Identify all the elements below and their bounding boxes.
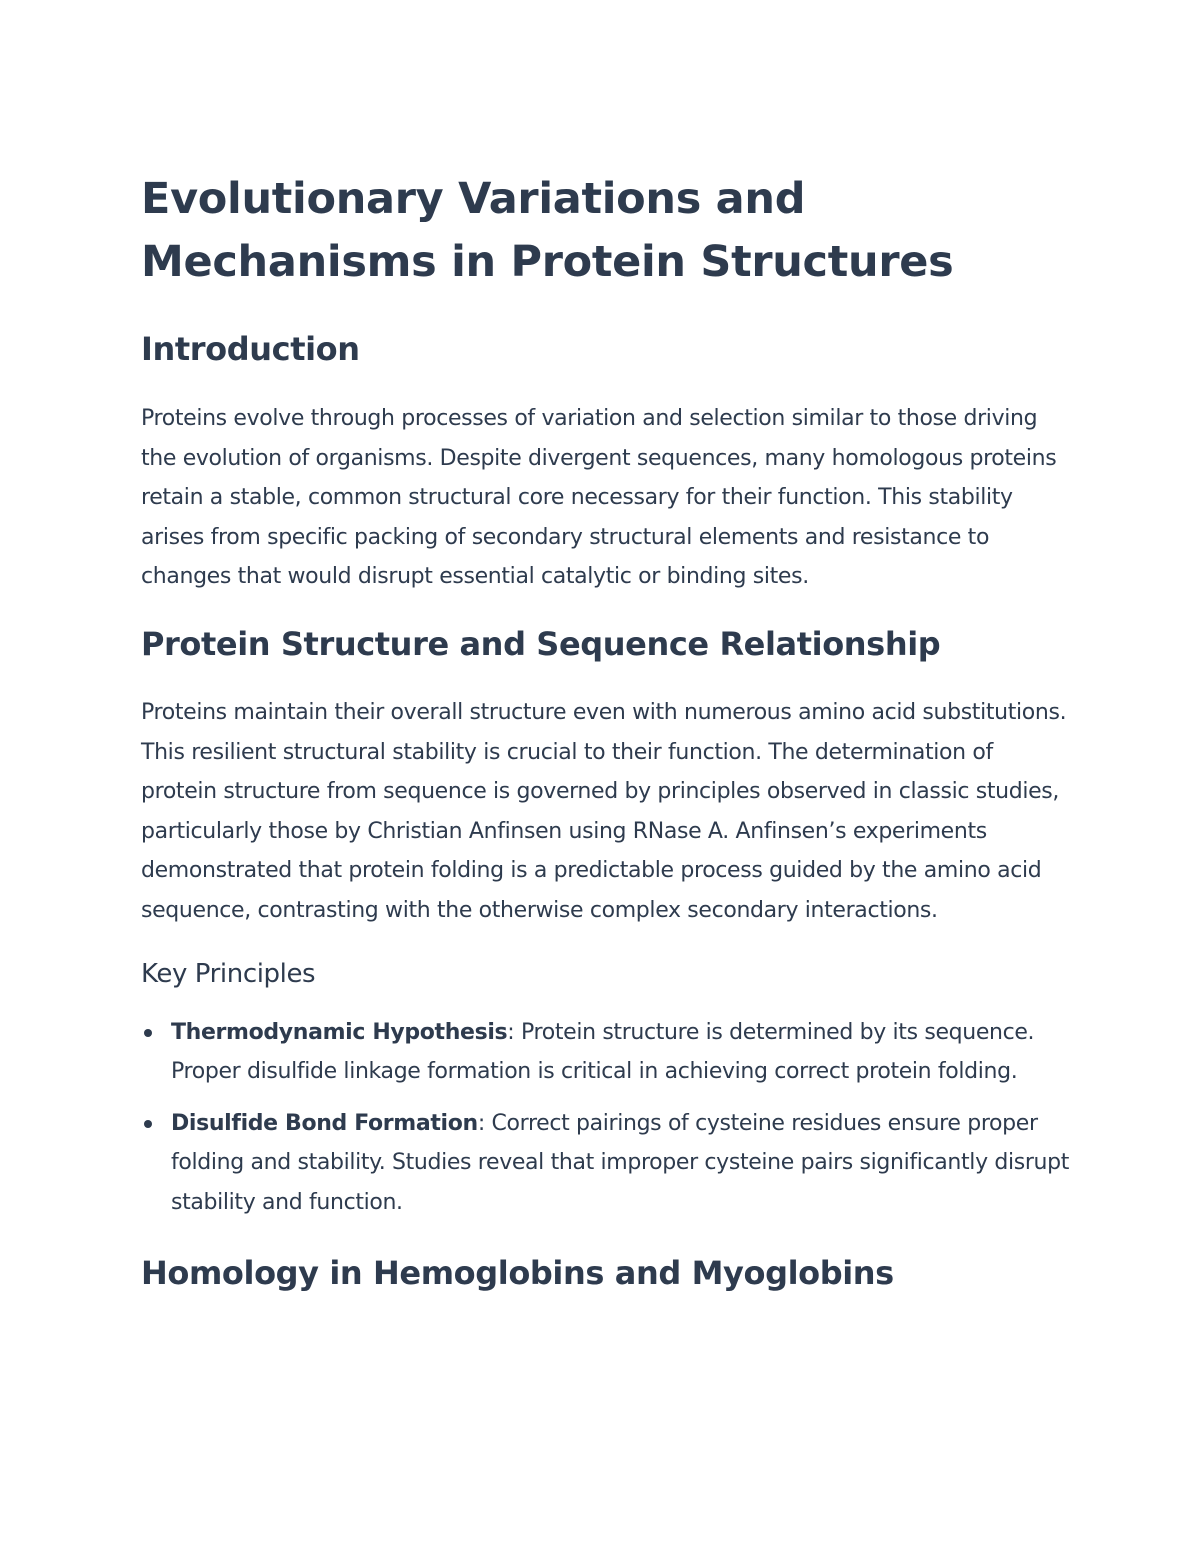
section-heading-structure-sequence: Protein Structure and Sequence Relationship	[141, 624, 941, 663]
key-principles-list	[141, 1013, 1070, 1223]
document-title: Evolutionary Variations and Mechanisms in Protein Structures	[141, 174, 954, 287]
list-item	[141, 1104, 1070, 1223]
section-heading-introduction: Introduction	[141, 330, 360, 368]
principle-separator: :	[477, 1110, 485, 1136]
introduction-paragraph: Proteins evolve through processes of variation and selection similar to those driving the evolution of organisms. Despite divergent sequences, many homologous proteins retain a stable, common structural core necessary for their function. This stability arises from specific packing of secondary structural elements and resistance to changes that would disrupt essential catalytic or binding sites.	[141, 406, 1057, 590]
principle-description: Protein structure is determined by its sequence. Proper disulfide linkage formation is critical in achieving correct protein folding.	[171, 1019, 1035, 1085]
bullet-icon	[144, 1120, 152, 1128]
principle-term: Disulfide Bond Formation	[171, 1110, 478, 1136]
principle-separator: :	[507, 1019, 515, 1045]
subsection-heading-key-principles: Key Principles	[141, 958, 316, 989]
principle-term: Thermodynamic Hypothesis	[171, 1019, 508, 1045]
section-heading-homology: Homology in Hemoglobins and Myoglobins	[141, 1253, 894, 1292]
list-item	[141, 1013, 1070, 1092]
structure-sequence-paragraph: Proteins maintain their overall structure even with numerous amino acid substitutions. This resilient structural stability is crucial to their function. The determination of protein structure from sequence is governed by principles observed in classic studies, particularly those by Christian Anfinsen using RNase A. Anfinsen’s experiments demonstrated that protein folding is a predictable process guided by the amino acid sequence, contrasting with the otherwise complex secondary interactions.	[141, 699, 1067, 923]
principle-description: Correct pairings of cysteine residues ensure proper folding and stability. Studies reveal that improper cysteine pairs significantly disrupt stability and function.	[171, 1110, 1070, 1215]
bullet-icon	[144, 1029, 152, 1037]
